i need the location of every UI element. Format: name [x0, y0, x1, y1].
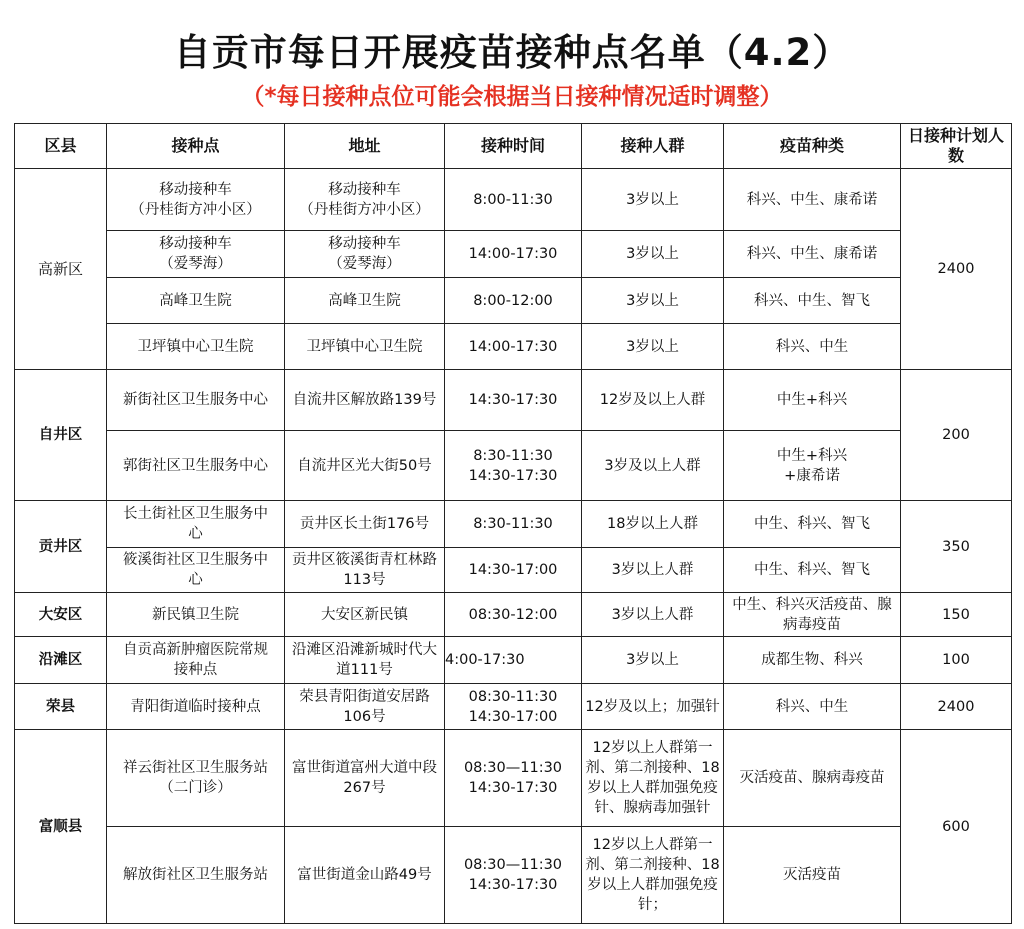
table-row	[15, 169, 1012, 231]
crowd-cell: 3岁以上	[582, 324, 724, 370]
vaccine-cell: 成都生物、科兴	[724, 637, 901, 684]
address-cell: 自流井区光大街50号	[285, 431, 445, 501]
address-cell: 富世街道富州大道中段 267号	[285, 730, 445, 827]
address-cell: 富世街道金山路49号	[285, 827, 445, 924]
vaccine-cell: 中生、科兴灭活疫苗、腺 病毒疫苗	[724, 593, 901, 637]
site-cell: 郭街社区卫生服务中心	[107, 431, 285, 501]
crowd-cell: 3岁及以上人群	[582, 431, 724, 501]
district-cell: 大安区	[15, 593, 107, 637]
address-cell: 卫坪镇中心卫生院	[285, 324, 445, 370]
header-district: 区县	[15, 124, 107, 169]
vaccine-cell: 灭活疫苗、腺病毒疫苗	[724, 730, 901, 827]
site-cell: 青阳街道临时接种点	[107, 684, 285, 730]
district-cell: 自井区	[15, 370, 107, 501]
time-cell: 14:30-17:30	[445, 370, 582, 431]
vaccine-cell: 中生、科兴、智飞	[724, 548, 901, 593]
vaccine-cell: 中生+科兴 +康希诺	[724, 431, 901, 501]
vaccine-cell: 科兴、中生、智飞	[724, 278, 901, 324]
time-cell: 8:30-11:30 14:30-17:30	[445, 431, 582, 501]
time-cell: 8:00-12:00	[445, 278, 582, 324]
plan-cell: 600	[901, 730, 1012, 924]
crowd-cell: 3岁以上	[582, 278, 724, 324]
crowd-cell: 3岁以上人群	[582, 548, 724, 593]
crowd-cell: 12岁以上人群第一 剂、第二剂接种、18 岁以上人群加强免疫 针；	[582, 827, 724, 924]
time-cell: 08:30—11:30 14:30-17:30	[445, 730, 582, 827]
address-cell: 移动接种车 （丹桂街方冲小区）	[285, 169, 445, 231]
time-cell: 8:30-11:30	[445, 501, 582, 548]
header-address: 地址	[285, 124, 445, 169]
time-cell: 08:30-11:30 14:30-17:00	[445, 684, 582, 730]
table-row	[15, 501, 1012, 548]
crowd-cell: 3岁以上人群	[582, 593, 724, 637]
vaccination-sites-table	[14, 123, 1012, 924]
site-cell: 移动接种车 （爱琴海）	[107, 231, 285, 278]
site-cell: 新街社区卫生服务中心	[107, 370, 285, 431]
table-row	[15, 431, 1012, 501]
address-cell: 大安区新民镇	[285, 593, 445, 637]
table-row	[15, 324, 1012, 370]
district-cell: 沿滩区	[15, 637, 107, 684]
site-cell: 移动接种车 （丹桂街方冲小区）	[107, 169, 285, 231]
site-cell: 长土街社区卫生服务中 心	[107, 501, 285, 548]
site-cell: 卫坪镇中心卫生院	[107, 324, 285, 370]
table-row	[15, 827, 1012, 924]
crowd-cell: 3岁以上	[582, 637, 724, 684]
vaccine-cell: 灭活疫苗	[724, 827, 901, 924]
address-cell: 高峰卫生院	[285, 278, 445, 324]
site-cell: 祥云街社区卫生服务站 （二门诊）	[107, 730, 285, 827]
vaccine-cell: 科兴、中生	[724, 684, 901, 730]
plan-cell: 100	[901, 637, 1012, 684]
plan-cell: 150	[901, 593, 1012, 637]
site-cell: 解放街社区卫生服务站	[107, 827, 285, 924]
district-cell: 高新区	[15, 169, 107, 370]
crowd-cell: 12岁及以上；加强针	[582, 684, 724, 730]
header-time: 接种时间	[445, 124, 582, 169]
crowd-cell: 3岁以上	[582, 169, 724, 231]
table-row	[15, 593, 1012, 637]
address-cell: 沿滩区沿滩新城时代大 道111号	[285, 637, 445, 684]
page-title: 自贡市每日开展疫苗接种点名单（4.2）	[173, 31, 851, 74]
plan-cell: 350	[901, 501, 1012, 593]
time-cell: 08:30—11:30 14:30-17:30	[445, 827, 582, 924]
table-row	[15, 684, 1012, 730]
header-site: 接种点	[107, 124, 285, 169]
table-row	[15, 637, 1012, 684]
time-cell: 14:30-17:00	[445, 548, 582, 593]
time-cell: 14:00-17:30	[445, 231, 582, 278]
table-row	[15, 548, 1012, 593]
time-cell: 8:00-11:30	[445, 169, 582, 231]
header-vaccine: 疫苗种类	[724, 124, 901, 169]
site-cell: 新民镇卫生院	[107, 593, 285, 637]
vaccine-cell: 中生+科兴	[724, 370, 901, 431]
crowd-cell: 12岁以上人群第一 剂、第二剂接种、18 岁以上人群加强免疫 针、腺病毒加强针	[582, 730, 724, 827]
table-row	[15, 231, 1012, 278]
plan-cell: 2400	[901, 684, 1012, 730]
crowd-cell: 3岁以上	[582, 231, 724, 278]
vaccine-cell: 中生、科兴、智飞	[724, 501, 901, 548]
site-cell: 自贡高新肿瘤医院常规 接种点	[107, 637, 285, 684]
crowd-cell: 12岁及以上人群	[582, 370, 724, 431]
time-cell: 14:00-17:30	[445, 324, 582, 370]
address-cell: 移动接种车 （爱琴海）	[285, 231, 445, 278]
address-cell: 自流井区解放路139号	[285, 370, 445, 431]
plan-cell: 2400	[901, 169, 1012, 370]
district-cell: 富顺县	[15, 730, 107, 924]
table-row	[15, 370, 1012, 431]
table-header-row	[15, 124, 1012, 169]
district-cell: 荣县	[15, 684, 107, 730]
time-cell: 08:30-12:00	[445, 593, 582, 637]
header-plan: 日接种计划人数	[901, 124, 1012, 169]
table-row	[15, 278, 1012, 324]
header-crowd: 接种人群	[582, 124, 724, 169]
plan-cell: 200	[901, 370, 1012, 501]
vaccine-cell: 科兴、中生、康希诺	[724, 169, 901, 231]
address-cell: 贡井区筱溪街青杠林路 113号	[285, 548, 445, 593]
vaccine-cell: 科兴、中生	[724, 324, 901, 370]
crowd-cell: 18岁以上人群	[582, 501, 724, 548]
district-cell: 贡井区	[15, 501, 107, 593]
address-cell: 荣县青阳街道安居路 106号	[285, 684, 445, 730]
time-cell: 4:00-17:30	[445, 637, 582, 684]
site-cell: 高峰卫生院	[107, 278, 285, 324]
address-cell: 贡井区长土街176号	[285, 501, 445, 548]
page-subtitle: （*每日接种点位可能会根据当日接种情况适时调整）	[241, 84, 783, 110]
vaccine-cell: 科兴、中生、康希诺	[724, 231, 901, 278]
table-row	[15, 730, 1012, 827]
site-cell: 筱溪街社区卫生服务中 心	[107, 548, 285, 593]
